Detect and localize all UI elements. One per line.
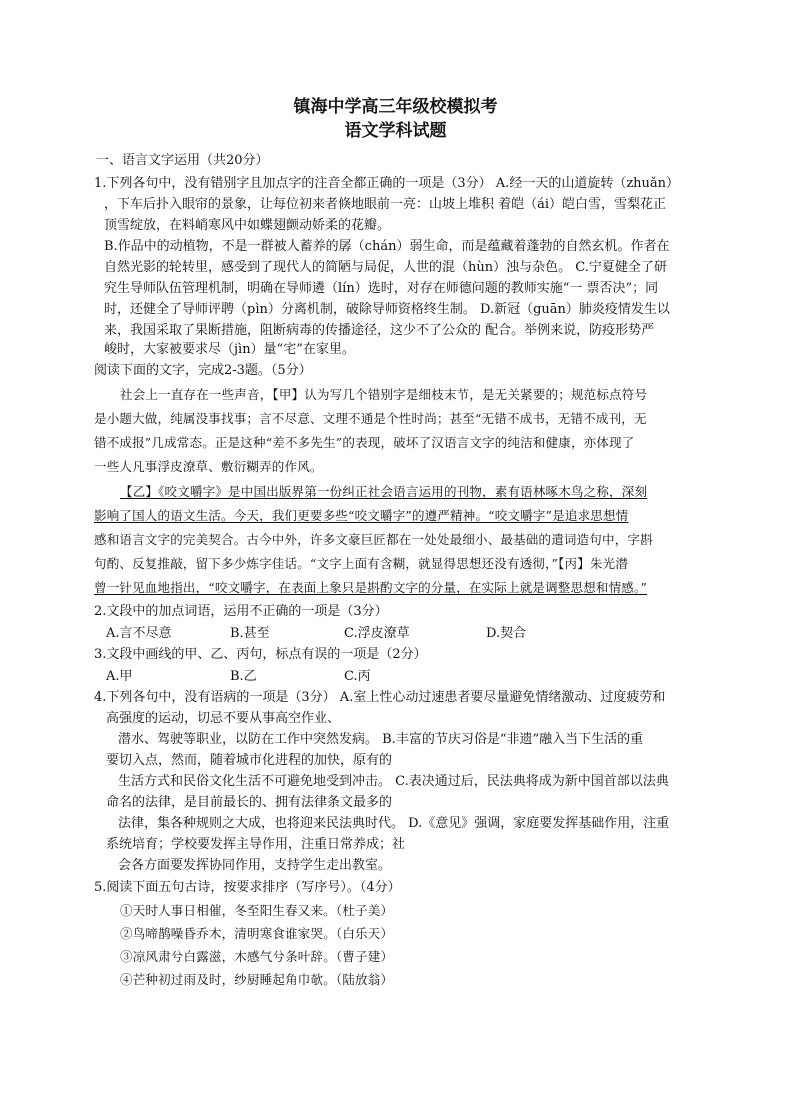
q3-option-c: C.丙 — [344, 669, 371, 684]
reading-intro: 阅读下面的文字，完成2-3题。（5分） — [94, 363, 312, 378]
q4-line: 系统培育；学校要发挥主导作用，注重日常养成；社 — [106, 837, 406, 852]
q4-line: 高强度的运动，切忌不要从事高空作业、 — [106, 711, 341, 726]
q2-option-c: C.浮皮潦草 — [344, 626, 410, 641]
q1-line: 来，我国采取了果断措施，阻断病毒的传播途径，这少不了公众的 配合。举例来说，防疫形势严 — [104, 323, 655, 338]
poem-line: ②鸟啼鹊噪昏乔木，清明寒食谁家哭。（白乐天） — [120, 926, 394, 941]
passage-line: 一些人凡事浮皮潦草、敷衍糊弄的作风。 — [94, 459, 323, 474]
q1-line: ，下车后扑入眼帘的景象，让每位初来者倏地眼前一亮：山坡上堆积 着皑（ái）皑白雪，雪梨花正 — [104, 197, 667, 212]
q1-line: 1.下列各句中，没有错别字且加点字的注音全都正确的一项是（3分） A.经一天的山道旋转（zhuǎn） — [94, 176, 680, 191]
passage-line: 影响了国人的语文生活。今天，我们更要多些“咬文嚼字”的遵严精神。“咬文嚼字”是追求思想情 — [94, 508, 629, 523]
passage-line: 句酌、反复推敲，留下多少炼字佳话。“文字上面有含糊，就显得思想还没有透彻，”【丙】朱光潜 — [94, 556, 629, 571]
q1-line: 自然光影的轮转里，感受到了现代人的简陋与局促，人世的混（hùn）浊与杂色。 C.宁夏健全了研 — [104, 260, 667, 275]
passage-line: 错不成报”几成常态。正是这种“差不多先生”的表现，破坏了汉语言文字的纯洁和健康，亦体现了 — [94, 435, 635, 450]
q4-line: 命名的法律，是目前最长的、拥有法律条文最多的 — [106, 795, 393, 810]
q2-option-b: B.甚至 — [230, 626, 270, 641]
q4-line: 4.下列各句中，没有语病的一项是（3分） A.室上性心动过速患者要尽量避免情绪激动、过度疲劳和 — [94, 690, 666, 705]
q3-option-b: B.乙 — [230, 669, 257, 684]
q1-line: 时，还健全了导师评聘（pìn）分离机制，破除导师资格终生制。 D.新冠（guān）肺炎疫情发生以 — [104, 302, 670, 317]
q2-stem: 2.文段中的加点词语，运用不正确的一项是（3分） — [94, 604, 388, 619]
passage-line: 社会上一直存在一些声音，【甲】认为写几个错别字是细枝末节，是无关紧要的；规范标点符号 — [120, 387, 648, 402]
q2-option-a: A.言不尽意 — [106, 626, 172, 641]
q4-line: 生活方式和民俗文化生活不可避免地受到冲击。 C.表决通过后，民法典将成为新中国首部以法典 — [118, 774, 669, 789]
exam-title: 镇海中学高三年级校模拟考 — [293, 97, 498, 117]
section-heading: 一、语言文字运用（共20分） — [96, 153, 269, 168]
q5-stem: 5.阅读下面五句古诗，按要求排序（写序号）。（4分） — [94, 880, 401, 895]
passage-line: 【乙】《咬文嚼字》是中国出版界第一份纠正社会语言运用的刊物，素有语林啄木鸟之称，深刻 — [120, 484, 648, 499]
q1-line: 顶雪绽放，在料峭寒风中如蝶翅颤动娇柔的花瓣。 — [104, 218, 391, 233]
q1-line: B.作品中的动植物，不是一群被人蓄养的孱（chán）弱生命，而是蕴藏着蓬勃的自然玄机。作者在 — [104, 239, 670, 254]
passage-line: 是小题大做，纯属没事找事；言不尽意、文理不通是个性时尚；甚至“无错不成书，无错不成刊，无 — [94, 411, 647, 426]
q1-line: 峻时，大家被要求尽（jìn）量“宅”在家里。 — [104, 342, 355, 357]
q4-line: 会各方面要发挥协同作用，支持学生走出教室。 — [118, 858, 392, 873]
q1-line: 究生导师队伍管理机制，明确在导师遴（lín）选时，对存在师德问题的教师实施“一 票否决”；同 — [104, 281, 659, 296]
q3-stem: 3.文段中画线的甲、乙、丙句，标点有误的一项是（2分） — [94, 647, 427, 662]
q2-option-d: D.契合 — [486, 626, 527, 641]
q4-line: 要切入点，然而，随着城市化进程的加快，原有的 — [106, 753, 393, 768]
q3-option-a: A.甲 — [106, 669, 133, 684]
poem-line: ①天时人事日相催，冬至阳生春又来。（杜子美） — [120, 903, 394, 918]
exam-subtitle: 语文学科试题 — [344, 121, 447, 141]
q4-line: 潜水、驾驶等职业，以防在工作中突然发病。 B.丰富的节庆习俗是“非遗”融入当下生活的重 — [118, 732, 644, 747]
poem-line: ④芒种初过雨及时，纱厨睡起角巾欹。（陆放翁） — [120, 972, 394, 987]
passage-line: 曾一针见血地指出，“咬文嚼字，在表面上象只是斟酌文字的分量，在实际上就是调整思想和情感。” — [94, 580, 648, 595]
poem-line: ③凉风肃兮白露滋，木感气兮条叶辞。（曹子建） — [120, 949, 394, 964]
q4-line: 法律，集各种规则之大成，也将迎来民法典时代。 D.《意见》强调，家庭要发挥基础作用，注重 — [118, 816, 670, 831]
passage-line: 感和语言文字的完美契合。古今中外，许多文豪巨匠都在一处处最细小、最基础的遣词造句中，字斟 — [94, 532, 653, 547]
